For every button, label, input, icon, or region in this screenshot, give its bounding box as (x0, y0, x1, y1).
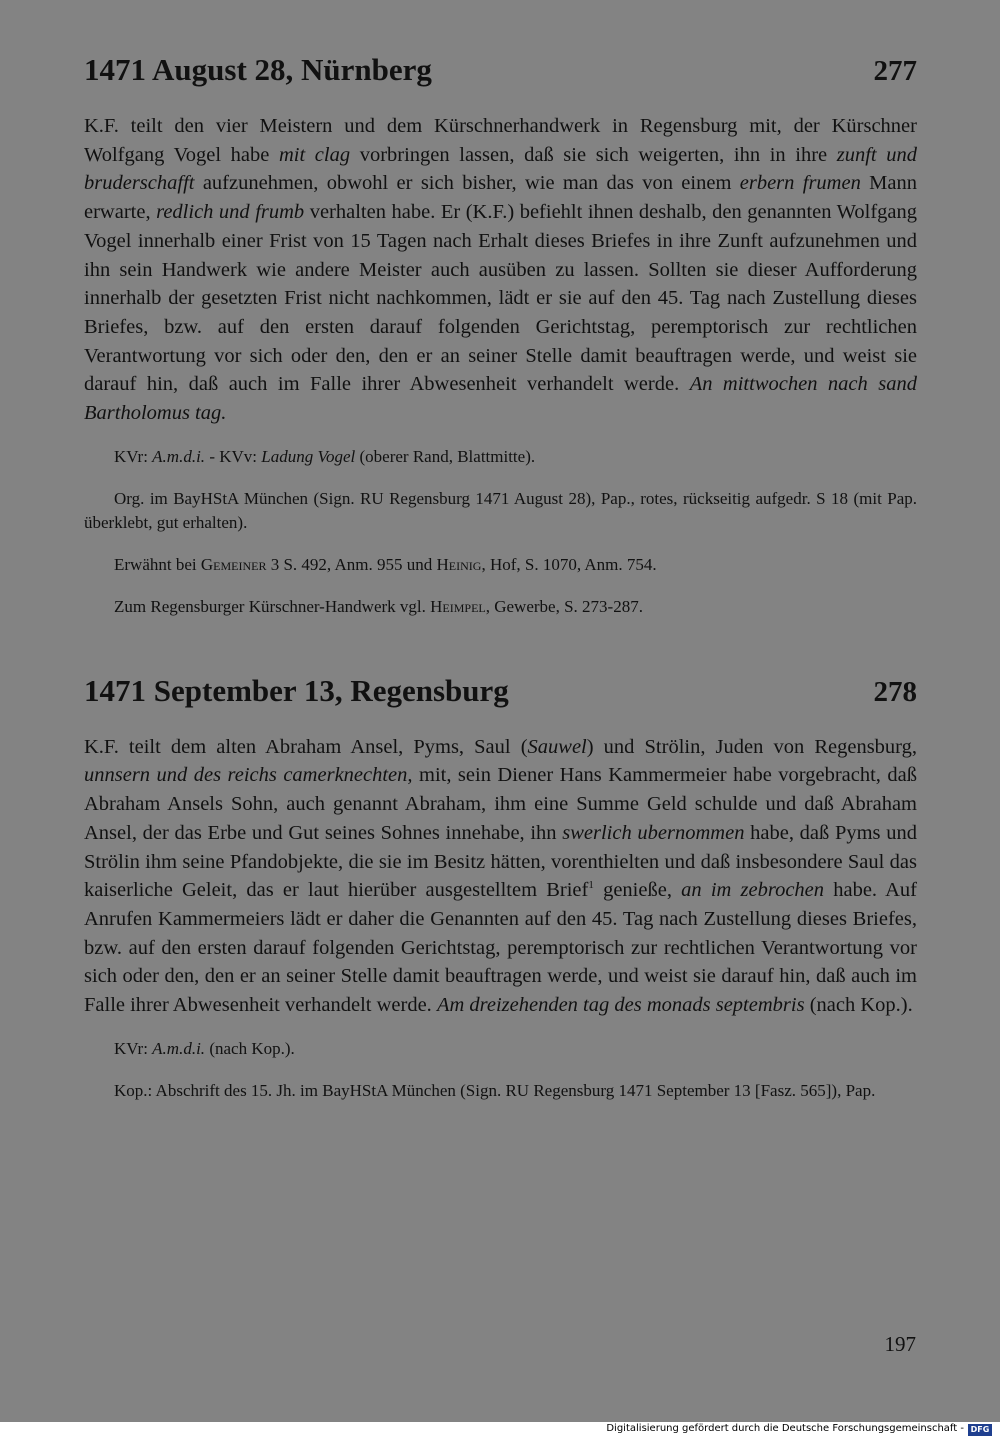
text-run: - KVv: (205, 446, 262, 466)
italic-text: an im zebrochen (681, 879, 825, 902)
entry-278-body (84, 733, 917, 1020)
italic-text: A.m.d.i. (152, 446, 206, 466)
entry-277-number: 277 (873, 55, 917, 87)
text-run: Erwähnt bei (114, 554, 201, 574)
italic-text: redlich und frumb (156, 201, 305, 224)
text-run: (nach Kop.). (804, 994, 913, 1017)
footer-bar (0, 1422, 1000, 1439)
italic-text: zunft und bruderschafft (84, 143, 917, 195)
text-run: (nach Kop.). (205, 1038, 295, 1058)
text-run: KVr: (114, 1038, 153, 1058)
footer-credit: Digitalisierung gefördert durch die Deutsche Forschungsgemeinschaft - (606, 1423, 964, 1434)
text-run: Org. im BayHStA München (Sign. RU Regensburg 1471 August 28), Pap., rotes, rückseitig aufgedr. S 18 (mit Pap. überklebt, gut erhalten). (84, 488, 917, 532)
italic-text: A.m.d.i. (152, 1038, 206, 1058)
page-content (84, 50, 917, 1103)
text-run: habe. Auf Anrufen Kammermeiers lädt er daher die Genannten auf den 45. Tag nach Zustellung dieses Briefes, bzw. auf den ersten darauf folgenden Gerichtstag, peremptorisch zur rechtlichen Verantwortung vor sich oder den, den er an seiner Stelle damit beauftragen werde, und weist sie darauf hin, daß auch im Falle ihrer Abwesenheit verhandelt werde. (84, 879, 917, 1017)
author-name: Heinig (436, 554, 482, 574)
editorial-note (84, 553, 917, 577)
italic-text: Am dreizehenden tag des monads septembris (436, 994, 805, 1017)
text-run: (oberer Rand, Blattmitte). (355, 446, 536, 466)
italic-text: erbern frumen (739, 172, 861, 195)
text-run: ) und Strölin, Juden von Regensburg, (586, 735, 917, 758)
entry-278-notes (84, 1037, 917, 1103)
entry-277-title: 1471 August 28, Nürnberg (84, 52, 432, 87)
text-run: K.F. teilt dem alten Abraham Ansel, Pyms, Saul ( (84, 735, 528, 758)
text-run: mit, sein Diener Hans Kammermeier habe vorgebracht, daß Abraham Ansels Sohn, auch genannt Abraham, ihm eine Summe Geld schulde und daß Abraham Ansel, der das Erbe und Gut seines Sohnes innehabe, ihn (84, 764, 917, 844)
editorial-note (84, 445, 917, 469)
text-run: KVr: (114, 446, 153, 466)
dfg-logo-icon: DFG (968, 1424, 992, 1436)
text-run: habe, daß Pyms und Strölin ihm seine Pfandobjekte, die sie im Besitz hätten, vorenthielten und daß insbesondere Saul das kaiserliche Geleit, das er laut hierüber ausgestelltem Brief (84, 821, 917, 902)
italic-text: Ladung Vogel (261, 446, 356, 466)
italic-text: An mittwochen nach sand Bartholomus tag. (84, 373, 917, 425)
editorial-note (84, 487, 917, 535)
author-name: Heimpel (430, 596, 486, 616)
text-run: aufzunehmen, obwohl er sich bisher, wie man das von einem (194, 172, 740, 195)
text-run: verhalten habe. Er (K.F.) befiehlt ihnen deshalb, den genannten Wolfgang Vogel innerhalb einer Frist von 15 Tagen nach Erhalt dieses Briefes in ihre Zunft aufzunehmen und ihn sein Handwerk wie andere Meister auch ausüben zu lassen. Sollten sie dieser Aufforderung innerhalb der gesetzten Frist nicht nachkommen, lädt er sie auf den 45. Tag nach Zustellung dieses Briefes, bzw. auf den ersten darauf folgenden Gerichtstag, peremptorisch zur rechtlichen Verantwortung vor sich oder den, den er an seiner Stelle damit beauftragen werde, und weist sie darauf hin, daß auch im Falle ihrer Abwesenheit verhandelt werde. (84, 201, 917, 396)
footnote-marker: 1 (588, 879, 594, 892)
entry-277-notes (84, 445, 917, 619)
text-run: 3 S. 492, Anm. 955 und (266, 554, 437, 574)
text-run: , Hof, S. 1070, Anm. 754. (481, 554, 657, 574)
editorial-note (84, 1079, 917, 1103)
text-run: vorbringen lassen, daß sie sich weigerten, ihn in ihre (350, 143, 837, 166)
author-name: Gemeiner (200, 554, 267, 574)
italic-text: Sauwel (527, 735, 587, 758)
text-run: Zum Regensburger Kürschner-Handwerk vgl. (114, 596, 431, 616)
entry-278-number: 278 (873, 675, 917, 708)
italic-text: unnsern und des reichs camerknechten, (84, 764, 413, 787)
entry-277-heading (84, 50, 917, 91)
italic-text: swerlich ubernommen (562, 821, 745, 844)
editorial-note (84, 1037, 917, 1061)
text-run: genieße, (593, 879, 682, 902)
entry-278-title: 1471 September 13, Regensburg (84, 672, 509, 708)
italic-text: mit clag (278, 143, 351, 166)
entry-277-body (84, 112, 917, 428)
text-run: Mann erwarte, (84, 172, 918, 224)
editorial-note (84, 595, 917, 619)
entry-278-heading (84, 671, 917, 712)
text-run: K.F. teilt den vier Meistern und dem Kürschnerhandwerk in Regensburg mit, der Kürschner Wolfgang Vogel habe (84, 115, 917, 166)
text-run: , Gewerbe, S. 273-287. (485, 596, 643, 616)
text-run: Kop.: Abschrift des 15. Jh. im BayHStA München (Sign. RU Regensburg 1471 September 13 [Fasz. 565]), Pap. (114, 1080, 876, 1100)
page-number: 197 (884, 1332, 916, 1356)
